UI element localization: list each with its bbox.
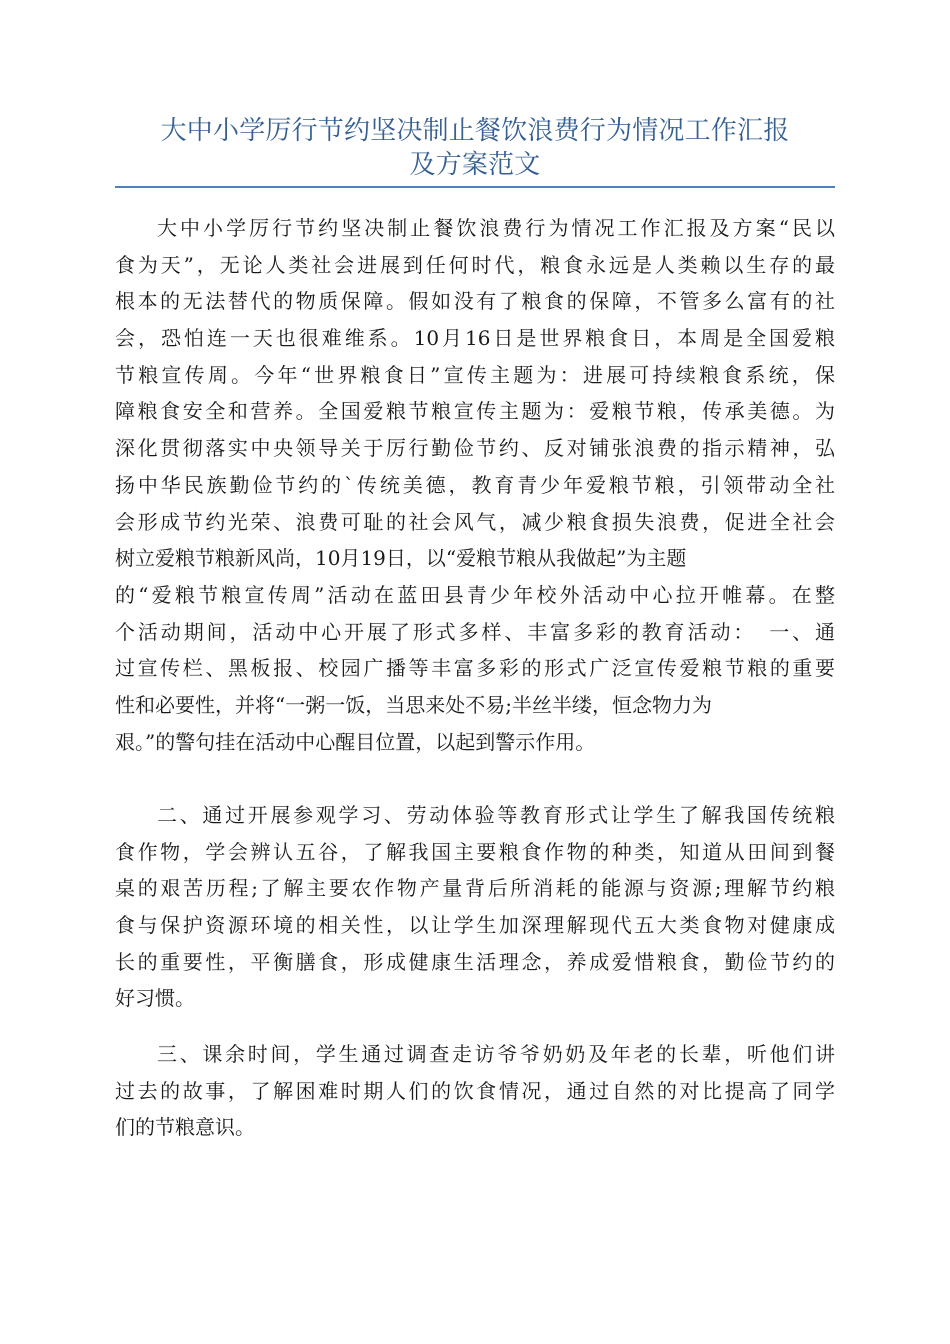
paragraph-2: [115, 797, 835, 1017]
paragraph-line: 树立爱粮节粮新风尚，10月19日，以“爱粮节粮从我做起”为主题: [115, 546, 687, 571]
paragraph-line: 食为天”，无论人类社会进展到任何时代，粮食永远是人类赖以生存的最: [115, 252, 835, 277]
paragraph-line: 三、课余时间，学生通过调查走访爷爷奶奶及年老的长辈，听他们讲: [157, 1042, 835, 1066]
paragraph-line: 食与保护资源环境的相关性，以让学生加深理解现代五大类食物对健康成: [115, 913, 835, 938]
paragraph-line: 根本的无法替代的物质保障。假如没有了粮食的保障，不管多么富有的社: [115, 289, 835, 314]
paragraph-line: 会，恐怕连一天也很难维系。10月16日是世界粮食日，本周是全国爱粮: [115, 326, 835, 351]
title-line-2: 及方案范文: [409, 150, 541, 180]
paragraph-3: [115, 1036, 835, 1146]
paragraph-line: 食作物，学会辨认五谷，了解我国主要粮食作物的种类，知道从田间到餐: [115, 839, 835, 864]
paragraph-line: 障粮食安全和营养。全国爱粮节粮宣传主题为：爱粮节粮，传承美德。为: [115, 399, 835, 424]
paragraph-line: 桌的艰苦历程;了解主要农作物产量背后所消耗的能源与资源;理解节约粮: [115, 876, 835, 901]
paragraph-line: 们的节粮意识。: [115, 1115, 255, 1140]
paragraph-line: 节粮宣传周。今年“世界粮食日”宣传主题为：进展可持续粮食系统，保: [115, 362, 835, 387]
paragraph-line: 个活动期间，活动中心开展了形式多样、丰富多彩的教育活动： 一、通: [115, 619, 835, 644]
paragraph-line: 的“爱粮节粮宣传周”活动在蓝田县青少年校外活动中心拉开帷幕。在整: [115, 582, 835, 607]
paragraph-line: 过去的故事，了解困难时期人们的饮食情况，通过自然的对比提高了同学: [115, 1078, 835, 1103]
paragraph-line: 会形成节约光荣、浪费可耻的社会风气，减少粮食损失浪费，促进全社会: [115, 509, 835, 534]
paragraph-line: 二、通过开展参观学习、劳动体验等教育形式让学生了解我国传统粮: [157, 803, 835, 827]
paragraph-1: [115, 210, 835, 760]
paragraph-line: 性和必要性，并将“一粥一饭，当思来处不易;半丝半缕，恒念物力为: [115, 692, 712, 717]
paragraph-line: 大中小学厉行节约坚决制止餐饮浪费行为情况工作汇报及方案“民以: [157, 216, 835, 240]
title-line-1: 大中小学厉行节约坚决制止餐饮浪费行为情况工作汇报: [160, 116, 790, 146]
document-title: [115, 114, 835, 188]
paragraph-line: 过宣传栏、黑板报、校园广播等丰富多彩的形式广泛宣传爱粮节粮的重要: [115, 656, 835, 681]
paragraph-line: 扬中华民族勤俭节约的`传统美德，教育青少年爱粮节粮，引领带动全社: [115, 472, 835, 497]
paragraph-line: 长的重要性，平衡膳食，形成健康生活理念，养成爱惜粮食，勤俭节约的: [115, 949, 835, 974]
paragraph-line: 艰。”的警句挂在活动中心醒目位置，以起到警示作用。: [115, 729, 596, 754]
paragraph-line: 好习惯。: [115, 986, 195, 1011]
paragraph-line: 深化贯彻落实中央领导关于厉行勤俭节约、反对铺张浪费的指示精神，弘: [115, 436, 835, 461]
